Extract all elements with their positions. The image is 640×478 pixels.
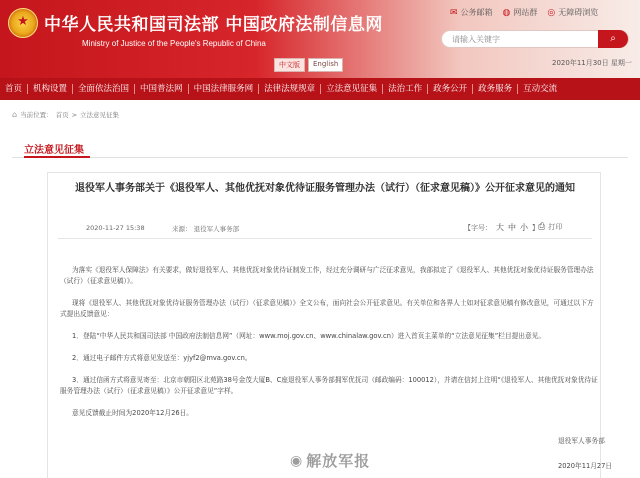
breadcrumb (12, 110, 119, 119)
site-header (0, 0, 640, 78)
site-title[interactable]: 中华人民共和国司法部 中国政府法制信息网 (44, 15, 383, 35)
nav-item-laws-regulations[interactable]: 法律法规规章 (264, 84, 316, 94)
site-subtitle: Ministry of Justice of the People's Republic of China (82, 39, 266, 48)
national-emblem-icon: ★ (8, 8, 38, 38)
site-group-link[interactable]: ◍ 网站群 (502, 7, 538, 18)
breadcrumb-prefix: 当前位置： (20, 111, 53, 119)
nav-item-government-affairs[interactable]: 政务公开 (433, 84, 468, 94)
article-body (60, 265, 600, 430)
search-icon: ⌕ (610, 33, 616, 44)
nav-item-government-services[interactable]: 政务服务 (478, 84, 513, 94)
article-paragraph: 3．通过信函方式将意见寄至：北京市朝阳区北苑路38号金茂大厦B、C座退役军人事务部拥军优抚司（邮政编码：100012），并请在信封上注明“《退役军人、其他优抚对象优待证服务管理办法（试行）（征求意见稿）》公开征求意见”字样。 (60, 376, 598, 395)
article-signature: 退役军人事务部 (558, 437, 605, 445)
nav-item-legislative-opinions[interactable]: 立法意见征集 (326, 84, 378, 94)
breadcrumb-item-legislative-opinions[interactable]: 立法意见征集 (80, 111, 120, 119)
article-paragraph: 2．通过电子邮件方式将意见发送至：yjyf2@mva.gov.cn。 (72, 354, 252, 362)
accessibility-icon: ◎ (547, 7, 556, 18)
nav-item-legal-work[interactable]: 法治工作 (388, 84, 423, 94)
article-card (47, 172, 613, 478)
language-switch (274, 58, 343, 72)
section-header (12, 136, 628, 158)
nav-item-organization[interactable]: 机构设置 (33, 84, 68, 94)
main-nav (0, 78, 640, 100)
article-paragraph: 1．登陆“中华人民共和国司法部 中国政府法制信息网”（网址：www.moj.gov.cn、www.chinalaw.gov.cn）进入首页主菜单的“立法意见征集”栏目提出意见。 (72, 332, 546, 340)
nav-item-interaction[interactable]: 互动交流 (523, 84, 558, 94)
nav-item-home[interactable]: 首页 (5, 84, 23, 94)
article-meta (58, 221, 592, 239)
accessibility-link[interactable]: ◎ 无障碍浏览 (547, 7, 599, 18)
article-title: 退役军人事务部关于《退役军人、其他优抚对象优待证服务管理办法（试行）（征求意见稿）》公开征求意见的通知 (75, 183, 575, 194)
weibo-icon: ◉ (290, 452, 303, 469)
article-source: 来源： 退役军人事务部 (172, 225, 240, 233)
current-date: 2020年11月30日 星期一 (552, 59, 632, 67)
article-paragraph: 现将《退役军人、其他优抚对象优待证服务管理办法（试行）（征求意见稿）》全文公布，面向社会公开征求意见。有关单位和各界人士如对征求意见稿有修改意见，可通过以下方式提出反馈意见： (60, 299, 594, 318)
nav-item-legal-services[interactable]: 中国法律服务网 (193, 84, 254, 94)
mail-icon: ✉ (450, 7, 458, 18)
article-datetime: 2020-11-27 15:38 (86, 224, 145, 232)
section-title: 立法意见征集 (24, 145, 84, 156)
article-paragraph: 意见反馈截止时间为2020年12月26日。 (72, 409, 193, 417)
font-size-medium[interactable]: 中 (508, 223, 516, 232)
top-links (450, 7, 598, 18)
search-input[interactable]: 请输入关键字 (452, 35, 500, 44)
font-size-control (464, 222, 539, 233)
print-button[interactable] (538, 222, 562, 232)
print-label: 打印 (548, 223, 563, 231)
search-box[interactable] (441, 30, 629, 48)
search-button[interactable] (598, 30, 628, 48)
print-icon: ⎙ (538, 222, 546, 232)
font-size-small[interactable]: 小 (520, 223, 528, 232)
watermark-text: 解放军报 (306, 452, 371, 470)
nav-item-legal-education[interactable]: 中国普法网 (140, 84, 183, 94)
font-size-end: 】 (532, 223, 539, 232)
article-sign-date: 2020年11月27日 (558, 462, 613, 470)
lang-chinese-button[interactable]: 中文版 (274, 58, 305, 72)
font-size-label: 【字号： (464, 223, 492, 232)
nav-item-rule-of-law[interactable]: 全面依法治国 (78, 84, 130, 94)
article-paragraph: 为落实《退役军人保障法》有关要求，做好退役军人、其他优抚对象优待证制发工作，经过充分调研与广泛征求意见，我部拟定了《退役军人、其他优抚对象优待证服务管理办法（试行）（征求意见稿）》。 (60, 266, 594, 285)
breadcrumb-item-home[interactable]: 首页 (55, 111, 69, 119)
section-underline (24, 156, 90, 158)
breadcrumb-separator: > (71, 110, 78, 119)
home-icon: ⌂ (12, 110, 18, 119)
globe-icon: ◍ (502, 7, 511, 18)
mail-link[interactable]: ✉ 公务邮箱 (450, 7, 493, 18)
font-size-large[interactable]: 大 (496, 223, 504, 232)
watermark (290, 450, 370, 471)
lang-english-button[interactable]: English (308, 58, 343, 72)
